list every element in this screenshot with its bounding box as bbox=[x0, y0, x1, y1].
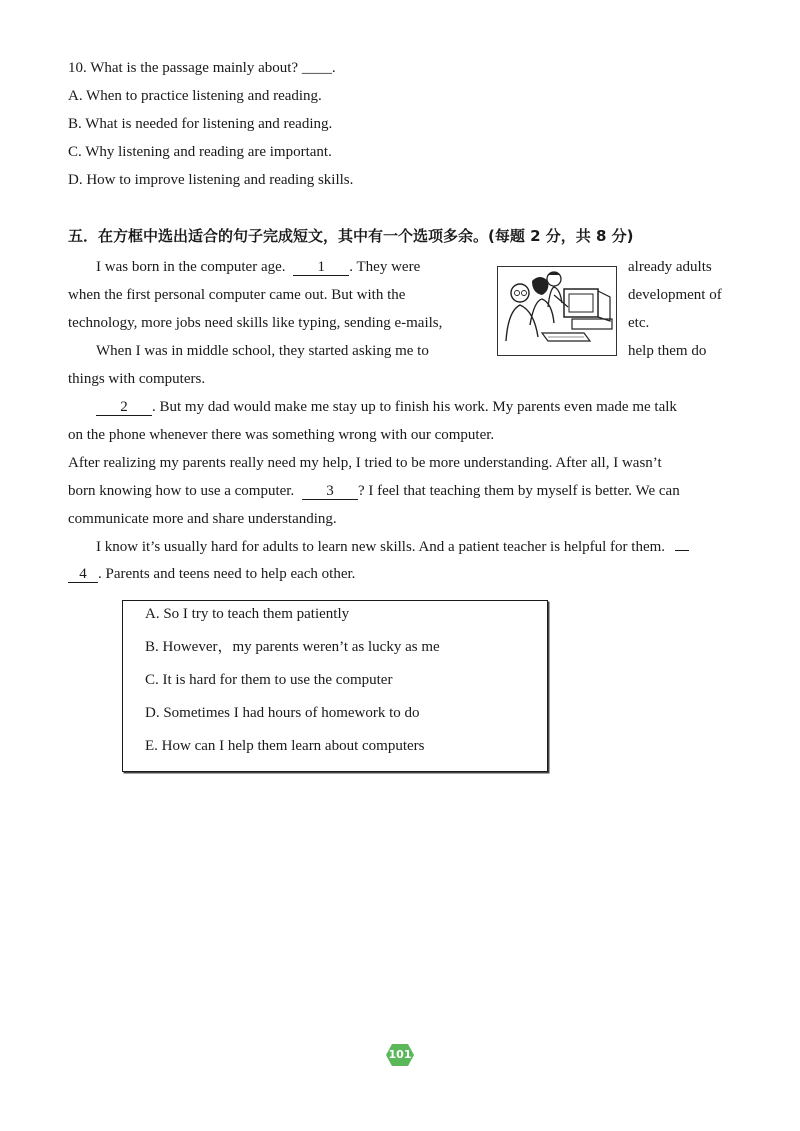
passage-text: After realizing my parents really need my help, I tried to be more understanding. After all, I wasn’t bbox=[68, 455, 662, 471]
option-e: E. How can I help them learn about computers bbox=[145, 738, 425, 754]
passage-text: help them do bbox=[628, 343, 707, 359]
family-computer-icon bbox=[498, 267, 616, 355]
options-box bbox=[122, 600, 548, 772]
passage-line bbox=[96, 537, 689, 557]
question-10-stem: 10. What is the passage mainly about? ____. bbox=[68, 60, 336, 76]
passage-text: technology, more jobs need skills like typing, sending e-mails, bbox=[68, 315, 443, 331]
passage-text: on the phone whenever there was something wrong with our computer. bbox=[68, 427, 495, 443]
blank-4: 4 bbox=[68, 566, 98, 583]
option-c: C. It is hard for them to use the computer bbox=[145, 672, 393, 688]
passage-text: things with computers. bbox=[68, 371, 206, 387]
passage-line bbox=[68, 481, 680, 501]
option-b: B. However，my parents weren’t as lucky as me bbox=[145, 639, 440, 655]
page-number-badge bbox=[385, 1043, 415, 1067]
passage-line bbox=[96, 257, 420, 277]
passage-line bbox=[96, 397, 677, 417]
blank-1: 1 bbox=[293, 259, 349, 276]
blank-4-start bbox=[675, 550, 689, 551]
passage-text: communicate more and share understanding. bbox=[68, 511, 337, 527]
passage-text: . Parents and teens need to help each other. bbox=[98, 566, 356, 582]
passage-text: When I was in middle school, they started asking me to bbox=[96, 343, 429, 359]
passage-text: . They were bbox=[349, 259, 421, 275]
blank-2: 2 bbox=[96, 399, 152, 416]
passage-line bbox=[68, 564, 355, 584]
question-10-option-b: B. What is needed for listening and reading. bbox=[68, 116, 333, 132]
question-10-option-c: C. Why listening and reading are important. bbox=[68, 144, 332, 160]
page-number: 101 bbox=[388, 1048, 412, 1061]
passage-text: when the first personal computer came out. But with the bbox=[68, 287, 406, 303]
passage-text: born knowing how to use a computer. bbox=[68, 483, 295, 499]
passage-text: I know it’s usually hard for adults to learn new skills. And a patient teacher is helpful for them. bbox=[96, 539, 666, 555]
question-10-option-a: A. When to practice listening and reading. bbox=[68, 88, 322, 104]
passage-text: already adults bbox=[628, 259, 712, 275]
passage-text: development of bbox=[628, 287, 722, 303]
option-d: D. Sometimes I had hours of homework to do bbox=[145, 705, 420, 721]
option-a: A. So I try to teach them patiently bbox=[145, 606, 350, 622]
passage-text: . But my dad would make me stay up to finish his work. My parents even made me talk bbox=[152, 399, 677, 415]
section-5-heading: 五．在方框中选出适合的句子完成短文，其中有一个选项多余。(每题 2 分，共 8 分) bbox=[68, 227, 634, 245]
passage-text: etc. bbox=[628, 315, 650, 331]
passage-text: ? I feel that teaching them by myself is better. We can bbox=[357, 483, 680, 499]
computer-illustration bbox=[497, 266, 617, 356]
question-10-option-d: D. How to improve listening and reading skills. bbox=[68, 172, 354, 188]
passage-text: I was born in the computer age. bbox=[96, 259, 286, 275]
blank-3: 3 bbox=[302, 483, 358, 500]
